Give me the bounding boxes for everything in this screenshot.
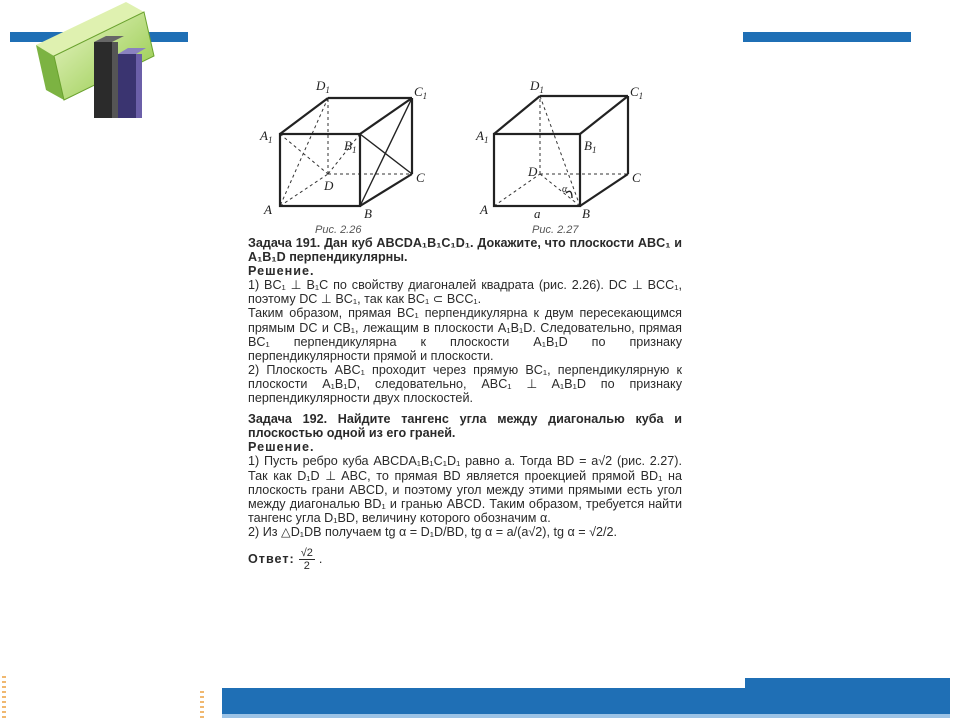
task-191-step-1: 1) BC₁ ⊥ B₁C по свойству диагоналей квадрата (рис. 2.26). DC ⊥ BCC₁, поэтому DC ⊥ BC₁, так как BC₁ ⊂ BCC₁. <box>248 278 682 307</box>
task-191-solution-heading: Решение. <box>248 264 315 279</box>
label-B1: $B_1$ <box>344 138 357 155</box>
label-D: D <box>528 164 538 179</box>
label-A1: $A_1$ <box>260 128 273 145</box>
label-D1: $D_1$ <box>316 78 330 95</box>
answer-label: Ответ: <box>248 552 295 567</box>
label-B1: $B_1$ <box>584 138 597 155</box>
caption-2-26: Рис. 2.26 <box>315 224 362 236</box>
caption-2-27: Рис. 2.27 <box>532 224 579 236</box>
task-191-step-2: 2) Плоскость ABC₁ проходит через прямую BC₁, перпендикулярную к плоскости A₁B₁D, следовательно, ABC₁ ⊥ A₁B₁D по признаку перпендикулярности двух плоскостей. <box>248 362 682 406</box>
answer-period: . <box>318 552 323 567</box>
label-C1: $C_1$ <box>630 84 644 101</box>
label-D1: $D_1$ <box>530 78 544 95</box>
task-192-answer <box>248 547 322 572</box>
figure-2-26 <box>259 78 427 236</box>
task-191-conclusion: Таким образом, прямая BC₁ перпендикулярна к двум пересекающимся прямым DC и CB₁, лежащим в плоскости A₁B₁D. Следовательно, прямая BC₁ перпендикулярна к плоскости A₁B₁D по признаку перпендикулярности прямой и плоскости. <box>248 306 682 363</box>
label-C: C <box>632 170 641 185</box>
left-dotted-line <box>2 676 6 720</box>
label-A: A <box>264 202 272 217</box>
answer-denominator: 2 <box>303 559 310 572</box>
textbook-page <box>200 56 745 688</box>
label-A: A <box>480 202 488 217</box>
label-B: B <box>582 206 590 221</box>
top-right-bar <box>743 32 911 42</box>
task-191-statement: Задача 191. Дан куб ABCDA₁B₁C₁D₁. Докажите, что плоскости ABC₁ и A₁B₁D перпендикулярны. <box>248 236 682 265</box>
label-A1: $A_1$ <box>476 128 489 145</box>
task-192-statement: Задача 192. Найдите тангенс угла между диагональю куба и плоскостью одной из его граней. <box>248 412 682 441</box>
label-alpha: α <box>562 184 568 195</box>
task-192-step-2: 2) Из △D₁DB получаем tg α = D₁D/BD, tg α = a/(a√2), tg α = √2/2. <box>248 524 618 539</box>
bottom-dotted-line <box>200 686 204 720</box>
bottom-right-bar <box>746 678 950 714</box>
label-C1: $C_1$ <box>414 84 428 101</box>
figure-2-27 <box>475 78 643 236</box>
label-a: a <box>534 206 541 221</box>
label-D: D <box>324 178 334 193</box>
solution-text <box>248 236 682 572</box>
label-C: C <box>416 170 425 185</box>
task-192-solution-heading: Решение. <box>248 440 315 455</box>
answer-fraction <box>299 547 315 572</box>
label-B: B <box>364 206 372 221</box>
answer-numerator: √2 <box>300 546 313 559</box>
bottom-thin-bar <box>222 714 950 718</box>
task-192-step-1: 1) Пусть ребро куба ABCDA₁B₁C₁D₁ равно a. Тогда BD = a√2 (рис. 2.27). Так как D₁D ⊥ ABC, то прямая BD является проекцией прямой BD₁ на плоскость грани ABCD, и поэтому угол между этими прямыми есть угол между диагональю BD₁ и гранью ABCD. Таким образом, требуется найти тангенс угла D₁BD, величину которого обозначим α. <box>248 454 682 525</box>
books-logo-icon <box>16 0 166 130</box>
